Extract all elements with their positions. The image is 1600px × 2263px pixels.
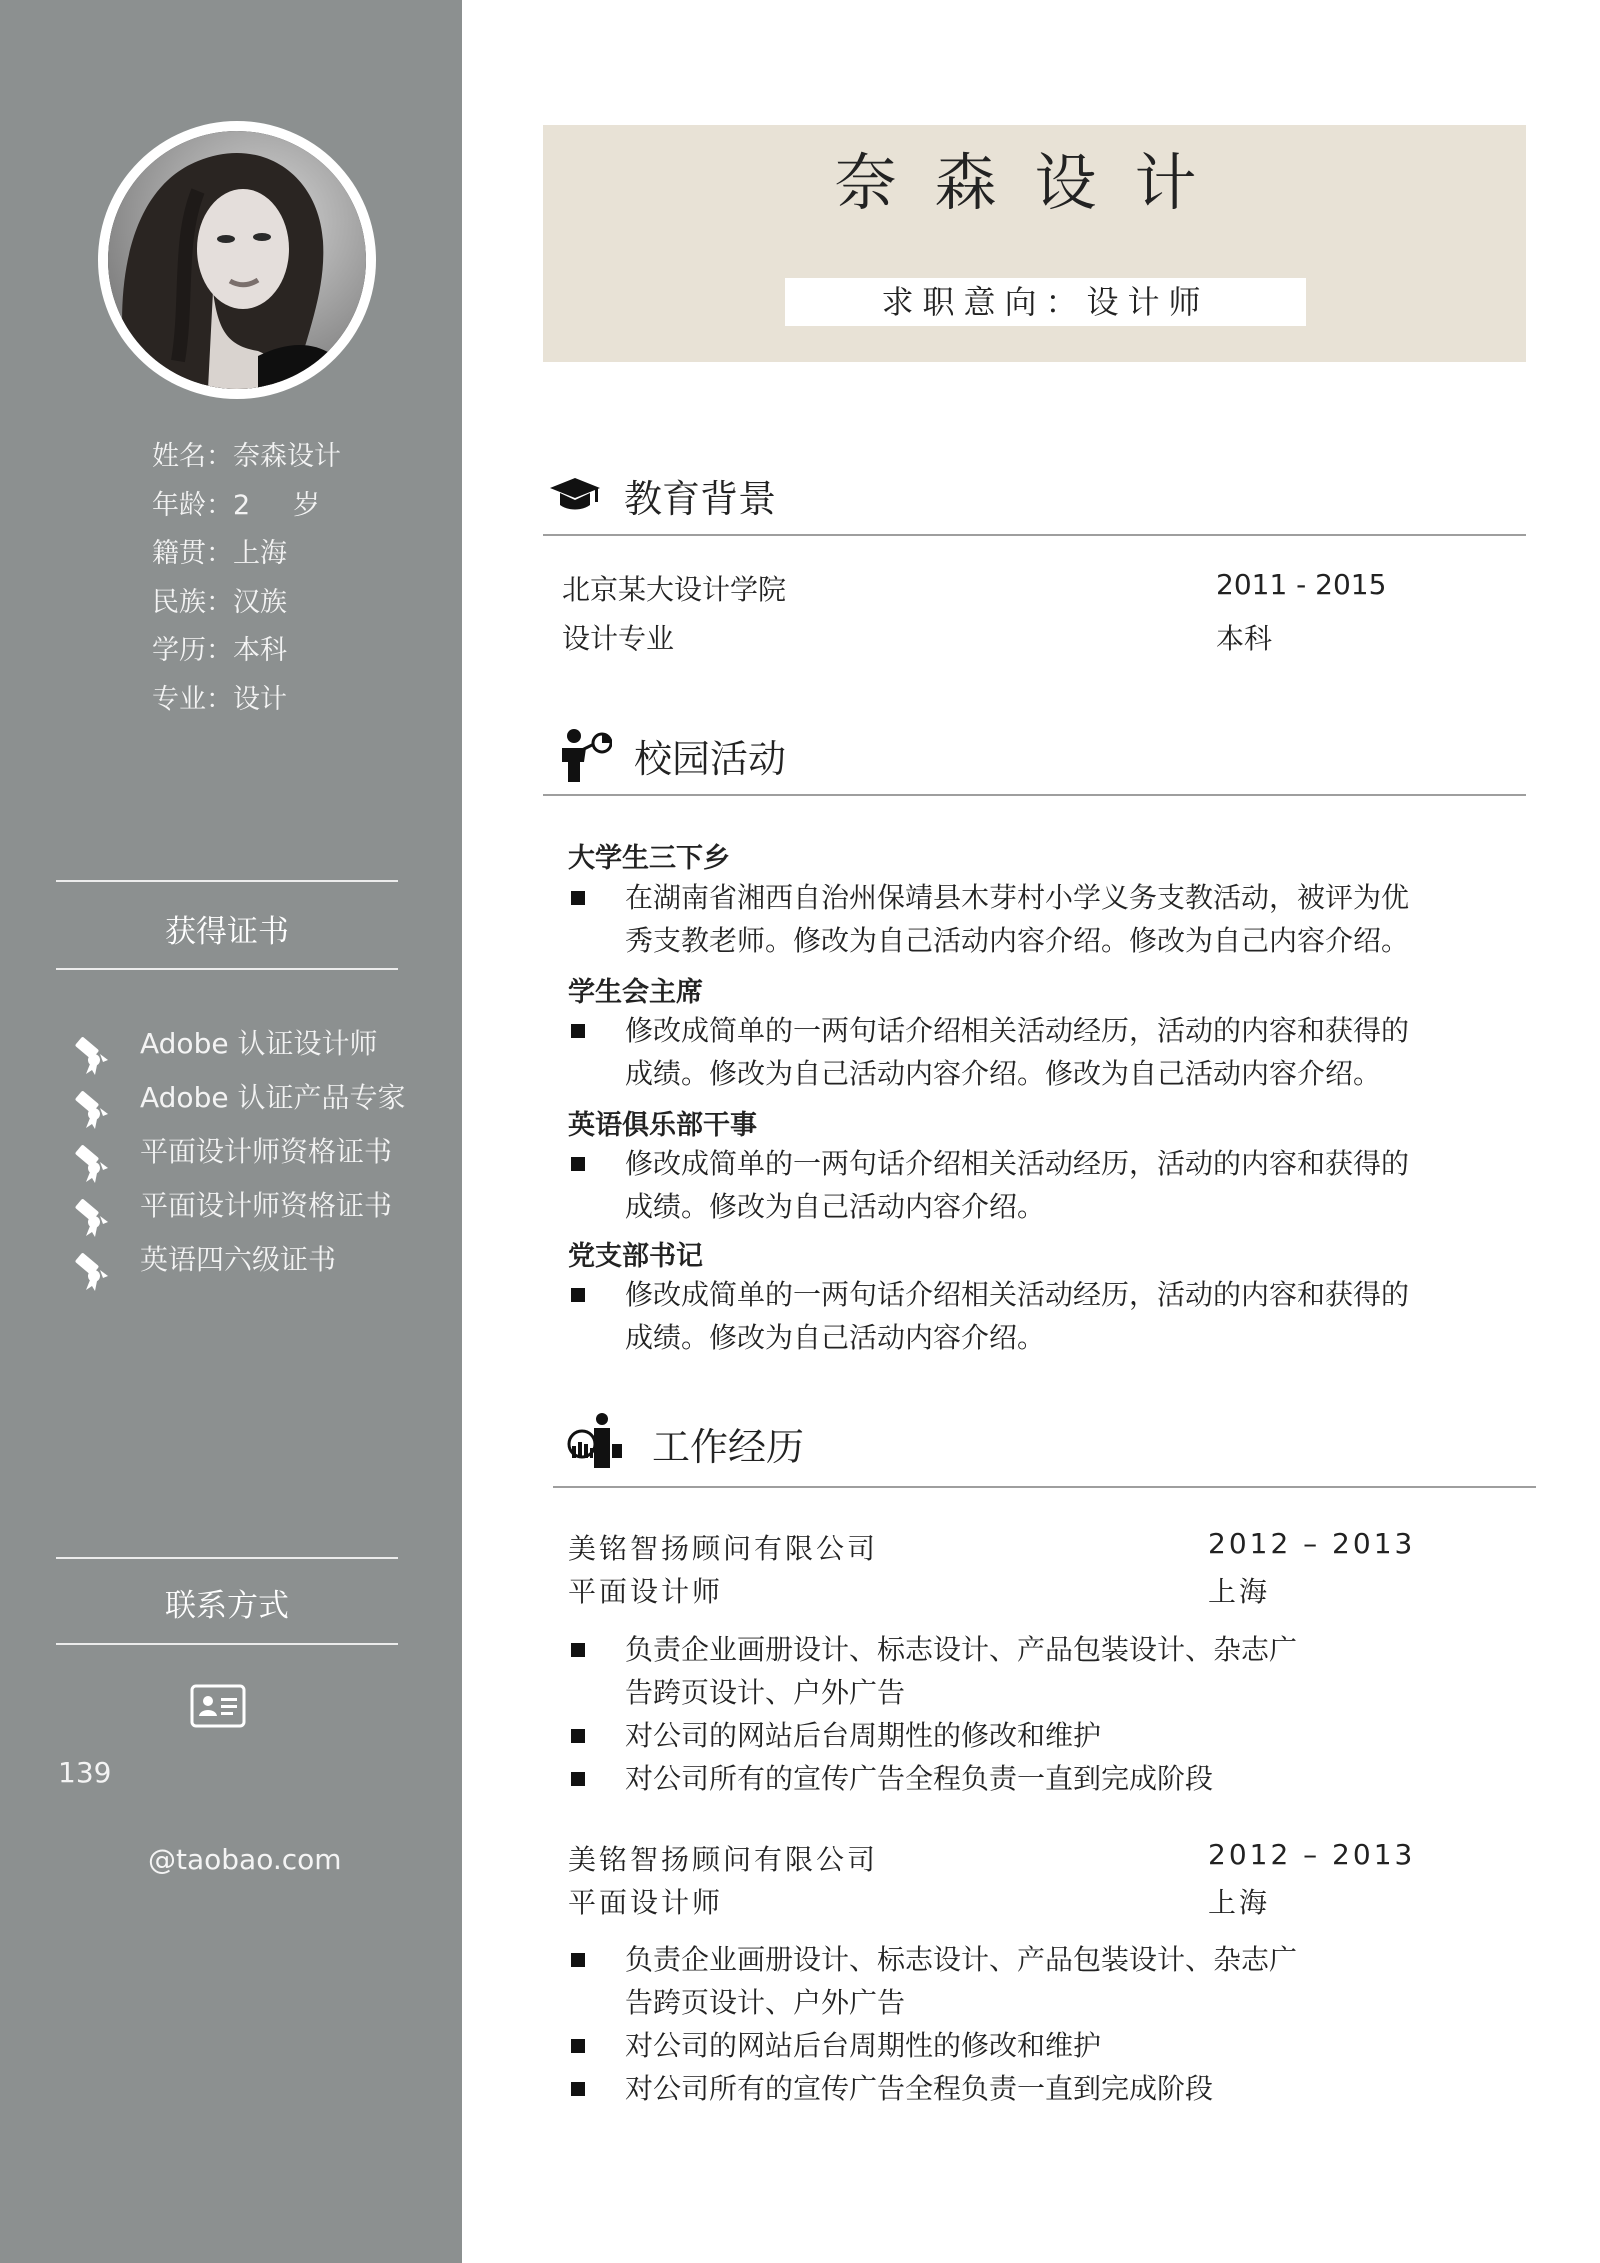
education-years: 2011 - 2015 [1216,568,1387,601]
job-position: 平面设计师 [568,1575,724,1608]
page-title: 奈森设计 [834,146,1235,219]
section-divider [553,1486,1536,1488]
bullet-icon [571,1643,585,1657]
company-name: 美铭智扬顾问有限公司 [568,1843,879,1876]
avatar [98,121,376,399]
phone-number: 139 [58,1756,112,1789]
school-name: 北京某大设计学院 [562,573,787,606]
bullet-icon [571,1024,585,1038]
graduation-cap-icon [548,476,602,512]
certificate-ribbon-icon [72,1252,112,1292]
section-title-work: 工作经历 [652,1425,805,1469]
certificates-heading: 获得证书 [165,914,289,950]
activity-heading: 学生会主席 [568,977,703,1008]
team-leader-icon [566,1412,624,1468]
section-divider [543,794,1526,796]
info-education: 学历：本科 [152,635,287,666]
bullet-icon [571,1953,585,1967]
section-divider [543,534,1526,536]
bullet-icon [571,1729,585,1743]
sidebar [0,0,462,2263]
info-ethnicity: 民族：汉族 [152,586,287,618]
certificate-ribbon-icon [72,1198,112,1238]
company-name: 美铭智扬顾问有限公司 [568,1532,879,1565]
divider [56,1643,398,1645]
certificate-label: Adobe 认证产品专家 [140,1081,406,1114]
contact-card-icon [190,1684,246,1728]
section-title-campus: 校园活动 [634,737,787,781]
info-major: 专业：设计 [152,683,287,715]
personal-info-list [152,433,341,724]
bullet-icon [571,2082,585,2096]
bullet-icon [571,1772,585,1786]
divider [56,1557,398,1559]
job-years: 2012 – 2013 [1208,1838,1416,1871]
certificate-label: 平面设计师资格证书 [140,1189,393,1222]
job-years: 2012 – 2013 [1208,1527,1416,1560]
header-band [543,125,1526,362]
certificate-ribbon-icon [72,1144,112,1184]
job-city: 上海 [1208,1886,1271,1919]
certificate-ribbon-icon [72,1036,112,1076]
activity-heading: 大学生三下乡 [568,843,730,874]
bullet-icon [571,1157,585,1171]
job-intent: 求职意向：设计师 [785,278,1306,326]
contact-heading: 联系方式 [165,1588,289,1624]
certificate-ribbon-icon [72,1090,112,1130]
activity-heading: 党支部书记 [568,1241,703,1272]
certificate-label: Adobe 认证设计师 [140,1027,378,1060]
email-address: @taobao.com [148,1843,342,1876]
presenter-icon [560,728,612,782]
info-hometown: 籍贯：上海 [152,538,287,569]
bullet-icon [571,2039,585,2053]
major: 设计专业 [562,622,675,655]
job-city: 上海 [1208,1575,1271,1608]
certificate-label: 平面设计师资格证书 [140,1135,393,1168]
info-age: 年龄：2 岁 [152,489,321,521]
bullet-icon [571,1288,585,1302]
divider [56,880,398,882]
section-title-education: 教育背景 [624,477,777,521]
degree: 本科 [1216,622,1273,655]
certificate-label: 英语四六级证书 [140,1243,337,1276]
bullet-icon [571,891,585,905]
job-position: 平面设计师 [568,1886,724,1919]
info-name: 姓名：奈森设计 [152,441,341,472]
activity-heading: 英语俱乐部干事 [568,1110,757,1141]
divider [56,968,398,970]
profile-photo [108,131,366,389]
